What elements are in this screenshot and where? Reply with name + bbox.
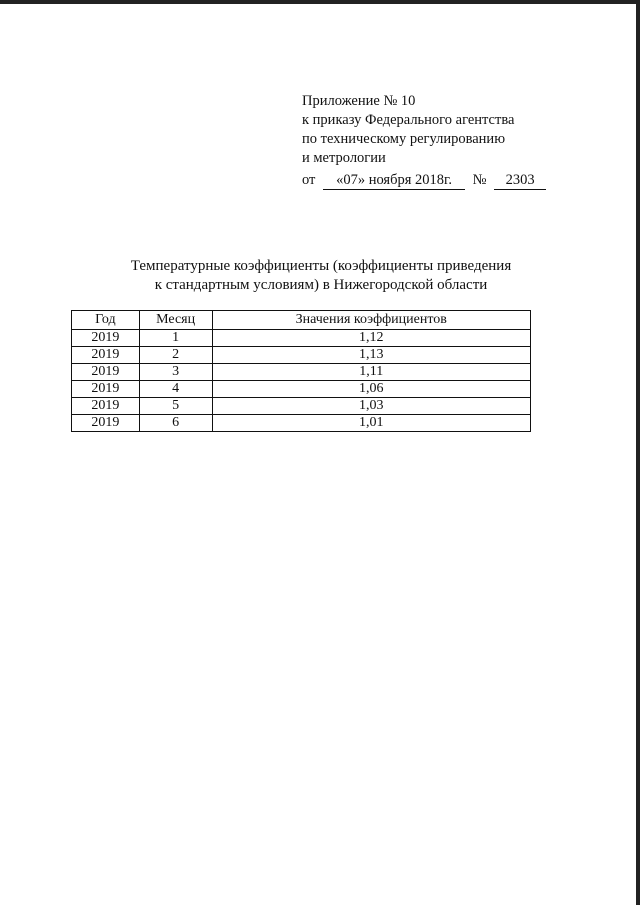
cell-month: 4	[139, 381, 212, 398]
title-line-1: Температурные коэффициенты (коэффициенты приведения	[130, 258, 512, 274]
order-number: 2303	[494, 172, 546, 190]
order-date-line	[302, 171, 546, 190]
cell-month: 1	[139, 330, 212, 347]
cell-month: 2	[139, 347, 212, 364]
cell-value: 1,12	[212, 330, 531, 347]
table-row	[72, 330, 531, 347]
table-row	[72, 381, 531, 398]
column-header-month: Месяц	[139, 311, 212, 330]
cell-month: 3	[139, 364, 212, 381]
table-header-row	[72, 311, 531, 330]
column-header-year: Год	[72, 311, 140, 330]
cell-value: 1,01	[212, 415, 531, 432]
order-reference-line-1: к приказу Федерального агентства	[302, 112, 515, 128]
cell-month: 6	[139, 415, 212, 432]
cell-value: 1,03	[212, 398, 531, 415]
table-row	[72, 415, 531, 432]
cell-value: 1,13	[212, 347, 531, 364]
cell-year: 2019	[72, 330, 140, 347]
order-reference-line-3: и метрологии	[302, 150, 386, 166]
appendix-header	[302, 92, 546, 190]
table-row	[72, 347, 531, 364]
document-title	[64, 257, 578, 295]
cell-month: 5	[139, 398, 212, 415]
order-date: «07» ноября 2018г.	[323, 172, 465, 190]
cell-value: 1,11	[212, 364, 531, 381]
cell-value: 1,06	[212, 381, 531, 398]
cell-year: 2019	[72, 347, 140, 364]
coefficients-table	[71, 310, 531, 432]
cell-year: 2019	[72, 381, 140, 398]
order-number-sign: №	[472, 172, 487, 188]
title-line-2: к стандартным условиям) в Нижегородской области	[154, 277, 488, 293]
order-prefix: от	[302, 172, 316, 188]
cell-year: 2019	[72, 398, 140, 415]
column-header-value: Значения коэффициентов	[212, 311, 531, 330]
scan-border-right	[636, 0, 640, 905]
cell-year: 2019	[72, 364, 140, 381]
cell-year: 2019	[72, 415, 140, 432]
scan-border-top	[0, 0, 640, 4]
order-reference-line-2: по техническому регулированию	[302, 131, 506, 147]
appendix-number: Приложение № 10	[302, 93, 416, 109]
table-row	[72, 398, 531, 415]
table-row	[72, 364, 531, 381]
